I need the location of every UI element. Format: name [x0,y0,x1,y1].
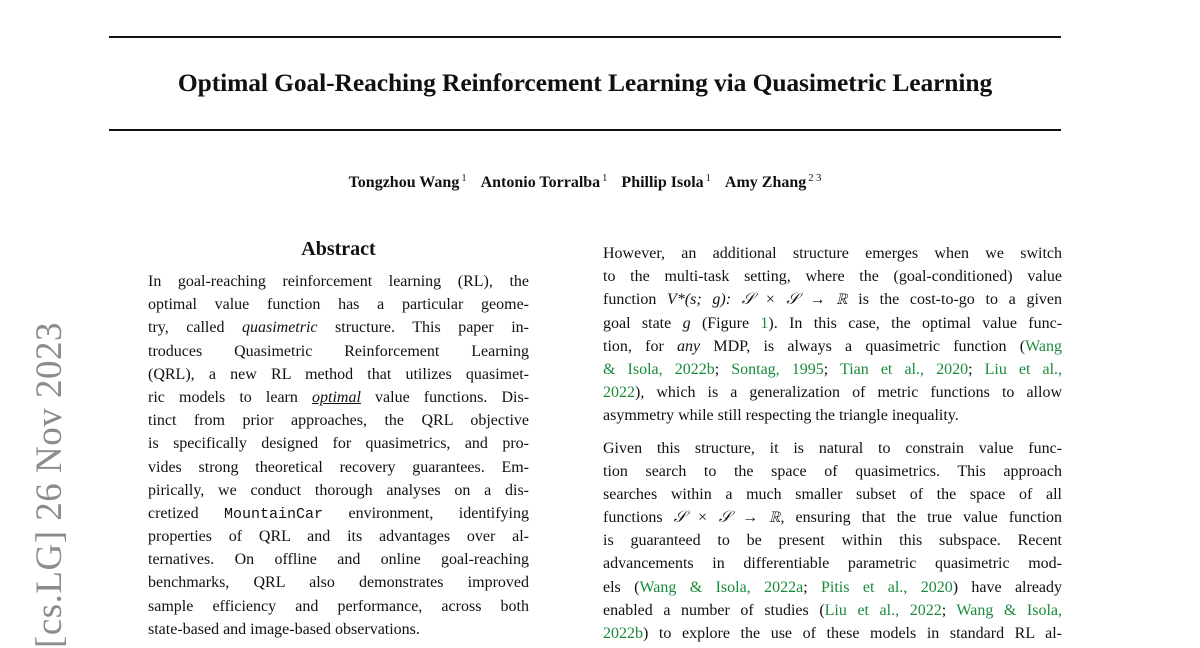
title-rule-bottom [109,129,1061,131]
intro-line: to the multi-task setting, where the (goal-conditioned) value [603,268,1062,286]
citation-link[interactable]: 2022 [603,384,635,402]
intro-line: 2022b) to explore the use of these models in standard RL al- [603,625,1062,642]
intro-line: tion, for any MDP, is always a quasimetric function (Wang [603,337,1063,355]
intro-line: However, an additional structure emerges when we switch [603,245,1062,262]
abstract-line: is specifically designed for quasimetrics, and pro- [148,435,529,453]
intro-line: advancements in differentiable parametric quasimetric mod- [603,555,1062,573]
citation-link[interactable]: 2020 [936,360,969,378]
citation-link[interactable]: Liu et al., [824,601,900,619]
abstract-body [148,270,529,641]
citation-link[interactable]: Liu et al., [984,360,1063,378]
abstract-line: properties of QRL and its advantages over al- [148,528,529,546]
math-value-function: V*(s; g): 𝒮 × 𝒮 → ℝ [667,291,848,309]
abstract-line: try, called quasimetric structure. This paper in- [148,319,530,337]
intro-line: functions 𝒮 × 𝒮 → ℝ, ensuring that the true value function [603,509,1063,527]
arxiv-stamp: [cs.LG] 26 Nov 2023 [29,321,70,648]
abstract-line: optimal value function has a particular geome- [148,296,529,314]
abstract-line: pirically, we conduct thorough analyses on a dis- [148,481,529,499]
abstract-line: troduces Quasimetric Reinforcement Learning [148,342,529,360]
abstract-line: ric models to learn optimal value functions. Dis- [148,388,530,406]
citation-link[interactable]: Tian et al., [840,360,924,378]
intro-line: enabled a number of studies (Liu et al., 2022; Wang & Isola, [603,601,1063,619]
abstract-line: (QRL), a new RL method that utilizes quasimet- [148,365,529,383]
intro-line: els (Wang & Isola, 2022a; Pitis et al., 2020) have already [603,578,1063,596]
citation-link[interactable]: Sontag, [731,360,780,378]
intro-line: & Isola, 2022b; Sontag, 1995; Tian et al., 2020; Liu et al., [603,360,1063,378]
abstract-heading: Abstract [301,238,376,260]
title-rule-top [109,36,1061,38]
citation-link[interactable]: 2022b [674,360,715,378]
citation-link[interactable]: 2022 [909,601,942,619]
intro-line: goal state g (Figure 1). In this case, the optimal value func- [603,314,1063,332]
intro-line: is guaranteed to be present within this subspace. Recent [603,532,1062,550]
intro-line: tion search to the space of quasimetrics. This approach [603,462,1062,480]
citation-link[interactable]: 1995 [791,360,824,378]
abstract-line: sample efficiency and performance, across both [148,597,529,615]
figure-ref-link[interactable]: 1 [760,314,769,332]
emphasis-quasimetric: quasimetric [241,319,318,337]
citation-link[interactable]: 2020 [920,578,953,596]
abstract-line: tinct from prior approaches, the QRL objective [148,412,529,430]
math-function-space: 𝒮 × 𝒮 → ℝ [673,509,781,527]
paper-title: Optimal Goal-Reaching Reinforcement Learning via Quasimetric Learning [177,68,993,97]
author-1: Tongzhou Wang $^1$ [348,173,467,191]
intro-line: asymmetry while still respecting the triangle inequality. [603,407,959,425]
citation-link[interactable]: & Isola, [603,360,663,378]
abstract-line: cretized MountainCar environment, identifying [148,504,529,523]
intro-line: searches within a much smaller subset of the space of all [603,485,1062,503]
abstract-line: state-based and image-based observations. [148,620,420,638]
code-mountaincar: MountainCar [224,505,324,523]
abstract-line: benchmarks, QRL also demonstrates improved [148,574,529,592]
abstract-line: ternatives. On offline and online goal-reaching [148,551,529,569]
author-3: Phillip Isola $^1$ [621,173,711,191]
citation-link[interactable]: Wang & Isola, [639,578,751,596]
citation-link[interactable]: 2022a [764,578,804,596]
intro-line: function V*(s; g): 𝒮 × 𝒮 → ℝ is the cost-to-go to a given [603,291,1063,309]
intro-body [603,242,1062,645]
citation-link[interactable]: Pitis et al., [821,578,908,596]
abstract-line: vides strong theoretical recovery guarantees. Em- [148,458,529,476]
intro-line: Given this structure, it is natural to constrain value func- [603,439,1062,457]
citation-link[interactable]: Wang [1025,337,1063,355]
citation-link[interactable]: 2022b [603,625,643,642]
abstract-line: In goal-reaching reinforcement learning (RL), the [148,273,529,290]
author-2: Antonio Torralba $^1$ [480,173,608,191]
author-4: Amy Zhang $^{2 3}$ [724,173,822,191]
emphasis-optimal: optimal [312,388,361,406]
intro-line: 2022), which is a generalization of metric functions to allow [603,384,1062,402]
citation-link[interactable]: Wang & Isola, [956,601,1063,619]
author-list [0,173,1170,192]
